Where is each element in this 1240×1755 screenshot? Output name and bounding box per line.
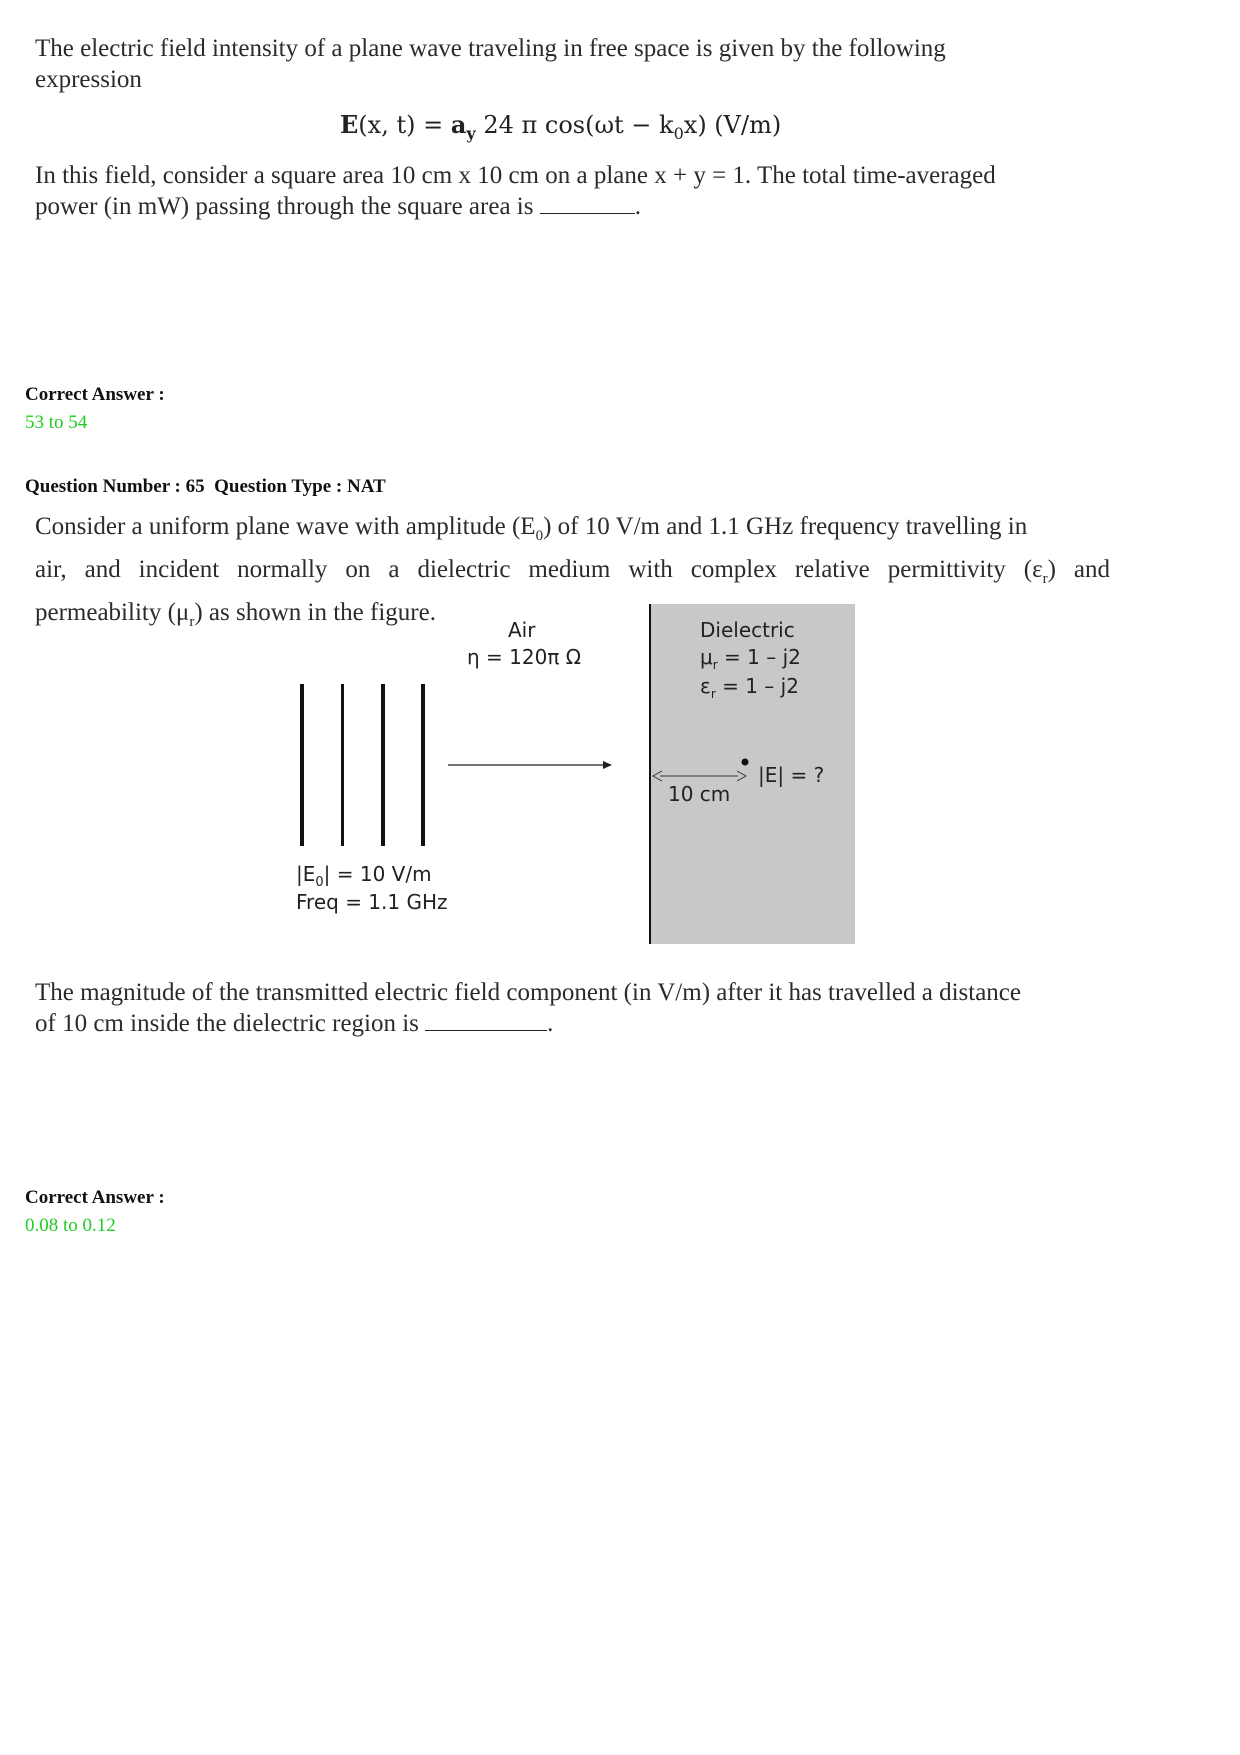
e0-value: | = 10 V/m <box>323 862 432 886</box>
q64-intro <box>35 33 1115 95</box>
e0-label <box>296 862 432 890</box>
eq-ay-sub: y <box>466 123 476 143</box>
e0-symbol: |E <box>296 862 316 886</box>
q65-text-line3-sub: r <box>189 614 195 630</box>
eta-label: η = 120π Ω <box>467 645 582 669</box>
distance-label: 10 cm <box>668 782 731 806</box>
dielectric-label: Dielectric <box>700 618 795 642</box>
mu-value: = 1 – j2 <box>717 645 801 669</box>
q65-text-line1-a: Consider a uniform plane wave with amplitude (E <box>35 513 536 540</box>
field-point-dot <box>742 759 749 766</box>
eq-k-sub: 0 <box>673 123 684 143</box>
q65-text-line2-sub: r <box>1042 571 1048 587</box>
answer-blank <box>540 195 635 214</box>
eps-sub: r <box>710 687 716 701</box>
eq-lhs-rest: (x, t) = <box>358 111 451 139</box>
q65-header: Question Number : 65 Question Type : NAT <box>25 476 386 497</box>
q65-text-line1-b: ) of 10 V/m and 1.1 GHz frequency travelling in <box>543 513 1028 540</box>
q64-correct-answer-value: 53 to 54 <box>25 412 88 433</box>
e0-sub: 0 <box>315 875 324 890</box>
distance-arrow <box>653 771 746 781</box>
q64-intro-line2: expression <box>35 66 142 93</box>
q64-body-line1: In this field, consider a square area 10 cm x 10 cm on a plane x + y = 1. The total time-averaged <box>35 162 996 189</box>
q65-text-line2-a: air, and incident normally on a dielectric medium with complex relative permittivity (ε <box>35 556 1043 583</box>
q65-text-line3-b: ) as shown in the figure. <box>194 599 436 626</box>
q65-text-line3-a: permeability (μ <box>35 599 190 626</box>
q64-intro-line1: The electric field intensity of a plane wave traveling in free space is given by the following <box>35 35 946 62</box>
figure-arrows <box>0 600 1240 950</box>
q65-final-line1: The magnitude of the transmitted electric field component (in V/m) after it has travelled a distance <box>35 979 1021 1006</box>
propagation-arrow <box>448 761 612 769</box>
q64-correct-answer-label: Correct Answer : <box>25 384 165 405</box>
q65-final-line2-text: of 10 cm inside the dielectric region is <box>35 1010 419 1037</box>
q65-text-line2-b: ) and <box>1047 556 1111 583</box>
eq-lhs-E: E <box>340 110 359 139</box>
q65-text-line1-sub: 0 <box>535 528 544 544</box>
answer-blank <box>425 1012 547 1031</box>
q64-body <box>35 160 1135 222</box>
e-field-label: |E| = ? <box>758 763 825 787</box>
q65-final <box>35 977 1135 1039</box>
air-label: Air <box>508 618 536 642</box>
q64-body-line2: power (in mW) passing through the square area is . <box>35 193 641 220</box>
eps-symbol: ε <box>700 674 711 698</box>
wave-figure <box>0 600 1240 950</box>
eq-rhs: x) (V/m) <box>683 111 782 139</box>
q65-text-line2 <box>35 553 1110 596</box>
q64-body-line2-text: power (in mW) passing through the square area is <box>35 193 534 220</box>
eq-mid: 24 π cos(ωt − k <box>475 111 674 139</box>
q65-final-line2: of 10 cm inside the dielectric region is . <box>35 1010 554 1037</box>
eps-value: = 1 – j2 <box>715 674 799 698</box>
freq-label: Freq = 1.1 GHz <box>296 890 448 914</box>
q65-correct-answer-value: 0.08 to 0.12 <box>25 1215 116 1236</box>
q65-correct-answer-label: Correct Answer : <box>25 1187 165 1208</box>
mu-symbol: μ <box>700 645 713 669</box>
eq-ay: a <box>450 110 467 139</box>
mu-sub: r <box>712 658 718 672</box>
q65-text-line1 <box>35 510 1110 553</box>
q64-equation <box>340 110 781 143</box>
